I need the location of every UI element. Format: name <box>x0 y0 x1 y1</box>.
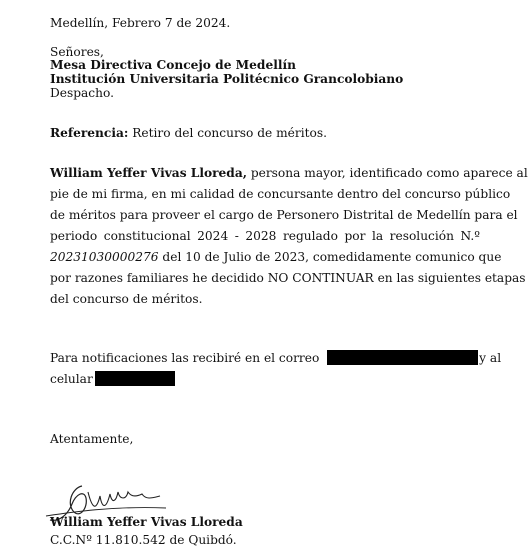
date-line: Medellín, Febrero 7 de 2024. <box>50 16 231 30</box>
redacted-email <box>327 350 478 365</box>
signer-id: C.C.Nº 11.810.542 de Quibdó. <box>50 533 237 547</box>
salutation: Señores, <box>50 45 104 59</box>
body-line-3: de méritos para proveer el cargo de Personero Distrital de Medellín para el <box>50 208 518 222</box>
notify-line-1: Para notificaciones las recibiré en el correo y al <box>50 351 502 365</box>
body-line-1: William Yeffer Vivas Lloreda, persona mayor, identificado como aparece al <box>50 166 528 180</box>
signer-name-inline: William Yeffer Vivas Lloreda, <box>50 166 247 180</box>
body-line-5: 20231030000276 del 10 de Julio de 2023, comedidamente comunico que <box>50 250 502 264</box>
reference-line <box>50 126 327 140</box>
addressee-line-1: Mesa Directiva Concejo de Medellín <box>50 58 296 72</box>
redacted-phone <box>95 371 175 386</box>
body-line-6: por razones familiares he decidido NO CONTINUAR en las siguientes etapas <box>50 271 526 285</box>
reference-text: Retiro del concurso de méritos. <box>128 126 327 140</box>
closing: Atentamente, <box>50 432 134 446</box>
reference-label: Referencia: <box>50 126 129 140</box>
body-line-4: periodo constitucional 2024 - 2028 regulado por la resolución N.º <box>50 229 480 243</box>
body-line-7: del concurso de méritos. <box>50 292 203 306</box>
body-line-2: pie de mi firma, en mi calidad de concursante dentro del concurso público <box>50 187 511 201</box>
signer-name: William Yeffer Vivas Lloreda <box>50 515 243 529</box>
resolution-number: 20231030000276 <box>50 250 159 264</box>
notify-line-2: celular <box>50 371 175 386</box>
addressee-line-3: Despacho. <box>50 86 114 100</box>
addressee-line-2: Institución Universitaria Politécnico Grancolobiano <box>50 72 404 86</box>
